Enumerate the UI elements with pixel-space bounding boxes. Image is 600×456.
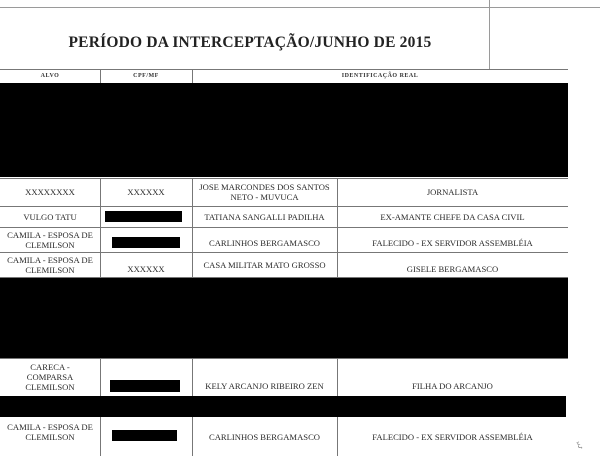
cell-cpf: XXXXXX xyxy=(127,263,165,274)
column-divider xyxy=(100,358,101,396)
redaction-band xyxy=(0,83,568,177)
cell-info: FILHA DO ARCANJO xyxy=(412,381,493,391)
cell-alvo: XXXXXXXX xyxy=(25,187,75,197)
cell-info: GISELE BERGAMASCO xyxy=(406,263,499,274)
cpf-redaction xyxy=(112,430,177,441)
cell-info: FALECIDO - EX SERVIDOR ASSEMBLÉIA xyxy=(372,432,533,442)
cell-alvo: CAMILA - ESPOSA DE CLEMILSON xyxy=(7,254,93,275)
scan-edge-top xyxy=(0,7,600,8)
cell-alvo: CAMILA - ESPOSA DE CLEMILSON xyxy=(7,422,93,442)
cpf-redaction xyxy=(105,211,182,222)
cell-nome: CARLINHOS BERGAMASCO xyxy=(208,237,321,248)
header-divider-2 xyxy=(192,69,193,83)
cell-nome: KELY ARCANJO RIBEIRO ZEN xyxy=(205,381,324,391)
redaction-band xyxy=(0,278,568,358)
cpf-redaction xyxy=(112,237,180,248)
cell-alvo: CARECA - COMPARSA CLEMILSON xyxy=(25,362,75,392)
document-title: PERÍODO DA INTERCEPTAÇÃO/JUNHO DE 2015 xyxy=(68,34,432,51)
header-cpf: CPF/MF xyxy=(133,73,159,79)
cell-cpf: XXXXXX xyxy=(127,187,165,197)
cell-info: JORNALISTA xyxy=(426,187,479,197)
header-alvo: ALVO xyxy=(40,73,60,79)
page-mark: ξ xyxy=(575,439,583,451)
cell-nome: CASA MILITAR MATO GROSSO xyxy=(203,259,326,270)
cell-alvo: VULGO TATU xyxy=(23,211,77,222)
cell-alvo: CAMILA - ESPOSA DE CLEMILSON xyxy=(7,229,93,250)
cell-nome: CARLINHOS BERGAMASCO xyxy=(208,432,321,442)
redaction-band xyxy=(0,396,566,417)
cpf-redaction xyxy=(110,380,180,392)
cell-nome: JOSE MARCONDES DOS SANTOS NETO - MUVUCA xyxy=(199,182,330,202)
cell-info: FALECIDO - EX SERVIDOR ASSEMBLÉIA xyxy=(372,237,533,248)
column-divider xyxy=(100,417,101,456)
cell-nome: TATIANA SANGALLI PADILHA xyxy=(204,211,325,222)
cell-info: EX-AMANTE CHEFE DA CASA CIVIL xyxy=(380,211,525,222)
header-identificacao: IDENTIFICAÇÃO REAL xyxy=(341,73,419,79)
header-divider-1 xyxy=(100,69,101,83)
